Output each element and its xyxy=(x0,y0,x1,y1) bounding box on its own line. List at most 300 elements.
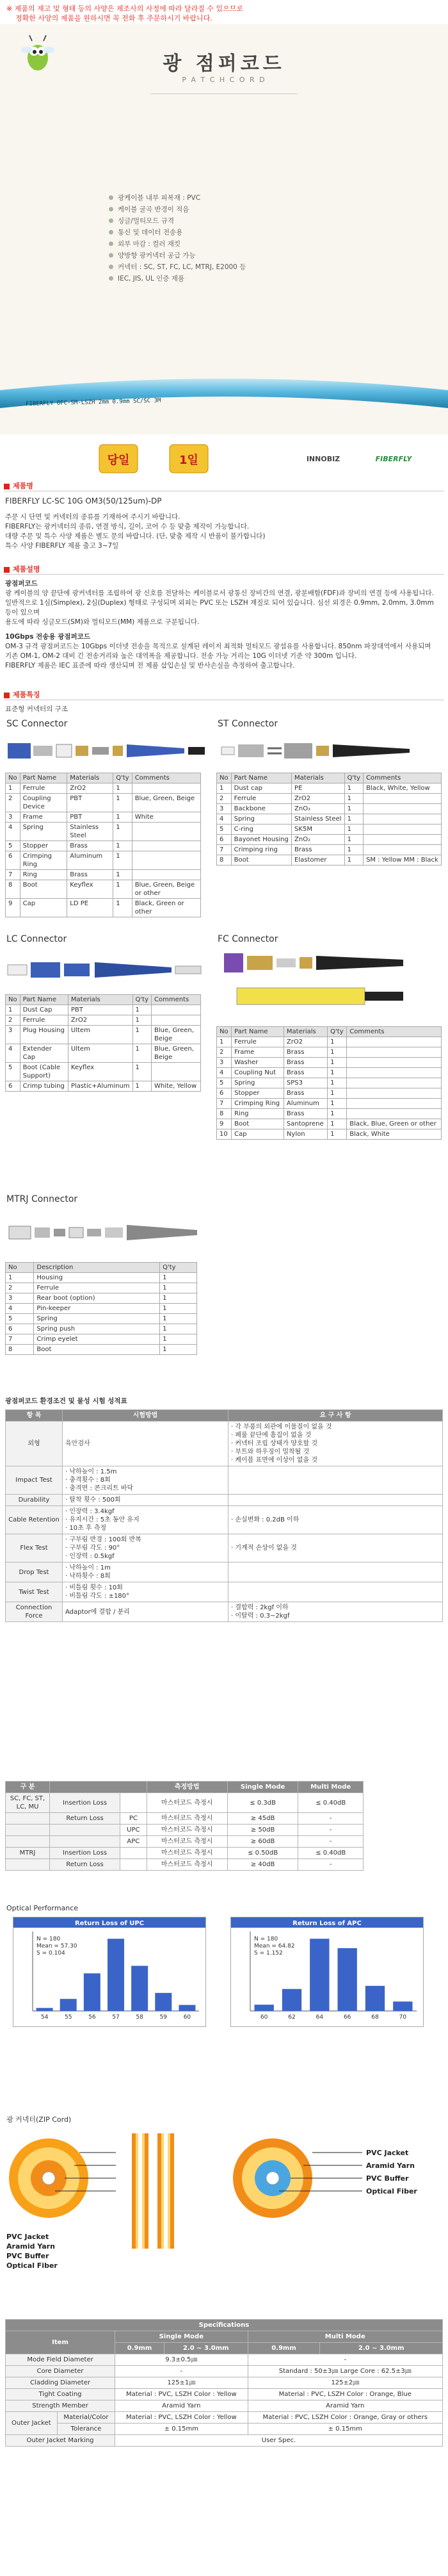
table-row xyxy=(6,1506,443,1534)
table-cell: Drop Test xyxy=(6,1563,63,1582)
table-row xyxy=(217,814,442,824)
table-cell: 1 xyxy=(344,824,364,835)
table-cell: 1 xyxy=(328,1119,347,1129)
table-cell: 125±1㎛ xyxy=(115,2377,248,2389)
table-cell: Keyflex xyxy=(67,880,113,899)
chart-title: Return Loss of APC xyxy=(292,1920,362,1927)
table-cell: Return Loss xyxy=(50,1813,120,1825)
fc-connector-diagram xyxy=(218,947,429,1024)
x-tick-label: 60 xyxy=(183,2014,191,2021)
x-tick-label: 55 xyxy=(64,2014,72,2021)
table-row xyxy=(217,1037,442,1047)
svg-text:PVC Buffer: PVC Buffer xyxy=(366,2174,409,2183)
desc-line: OM-3 규격 광점퍼코드는 10Gbps 이더넷 전송을 목적으로 설계된 레이저 최적화 멀티모드 광섬유를 사용합니다. 850nm 파장대역에서 사용되며 xyxy=(5,643,431,650)
table-cell: 1 xyxy=(344,845,364,855)
mtrj-connector-diagram xyxy=(5,1207,223,1258)
st-table-body xyxy=(217,783,442,866)
table-cell: 1 xyxy=(113,812,132,823)
table-cell: 1 xyxy=(113,823,132,841)
zip-label-aramid: Aramid Yarn xyxy=(6,2242,55,2251)
table-cell: 2 xyxy=(6,1283,34,1293)
table-cell: Brass xyxy=(67,841,113,851)
test-title: 광점퍼코드 환경조건 및 물성 시험 성적표 xyxy=(5,1397,127,1405)
table-cell: 1 xyxy=(160,1324,197,1334)
table-cell: ≤ 0.40dB xyxy=(298,1848,364,1859)
table-row xyxy=(217,1099,442,1109)
table-cell: 1 xyxy=(328,1099,347,1109)
table-row xyxy=(6,783,201,794)
table-cell: 2 xyxy=(217,1047,232,1058)
description xyxy=(5,579,440,671)
table-cell: - xyxy=(298,1859,364,1871)
chart-bar xyxy=(179,2005,195,2011)
table-cell: 1 xyxy=(328,1129,347,1140)
chart-bar xyxy=(338,1948,357,2011)
zip-title: 광 커넥터(ZIP Cord) xyxy=(6,2115,72,2124)
table-cell: Pin-keeper xyxy=(34,1304,160,1314)
table-row xyxy=(6,1044,201,1063)
table-cell: Dust Cap xyxy=(20,1005,68,1015)
table-cell: 1 xyxy=(344,835,364,845)
table-cell: Frame xyxy=(20,812,67,823)
table-cell xyxy=(364,835,442,845)
table-cell: 1 xyxy=(328,1047,347,1058)
feature-item: 통신 및 데이터 전송용 xyxy=(108,227,351,238)
table-row xyxy=(6,1813,364,1825)
composition-title: 표준형 커넥터의 구조 xyxy=(5,705,68,713)
table-cell: Durability xyxy=(6,1495,63,1506)
table-row xyxy=(6,2435,443,2447)
feature-item: 커넥터 : SC, ST, FC, LC, MTRJ, E2000 등 xyxy=(108,261,351,273)
table-cell: PBT xyxy=(67,812,113,823)
divider xyxy=(4,574,444,575)
table-cell: 외형 xyxy=(6,1422,63,1466)
chart-stat: S = 1.152 xyxy=(254,1950,283,1957)
table-row xyxy=(217,1109,442,1119)
table-cell: Mode Field Diameter xyxy=(6,2354,115,2366)
table-cell xyxy=(50,1825,120,1836)
table-cell xyxy=(120,1848,147,1859)
table-cell xyxy=(120,1859,147,1871)
table-cell: 8 xyxy=(6,880,20,899)
table-cell: 1 xyxy=(328,1088,347,1099)
table-row xyxy=(6,1793,364,1813)
same-day-text: 당일 xyxy=(107,454,130,467)
chart-title: Return Loss of UPC xyxy=(74,1920,145,1927)
table-cell: Black, White, Yellow xyxy=(364,783,442,794)
spec-title: Specifications xyxy=(6,2320,443,2331)
lc-parts-table: No Part Name Materials Q'ty Comments 1 Dust Cap PBT 1 2 Ferrule ZrO2 1 3 Plug Housing Ultem 1 Blue, Green, Beige 4 Extender Cap Ultem 1 Blue, Green, Beige 5 Boot (Cable Support) Keyflex 1 6 Crimp tubing Plastic+Aluminum 1 White, Yellow xyxy=(5,994,201,1092)
upc-chart xyxy=(13,1917,206,2027)
hero-banner xyxy=(0,24,448,434)
product-note: FIBERFLY는 광커넥터의 종류, 연결 방식, 길이, 코어 수 등 맞춤 제작이 가능합니다. xyxy=(5,523,250,530)
table-cell: Ferrule xyxy=(232,1037,284,1047)
table-cell xyxy=(347,1088,442,1099)
table-cell: Tight Coating xyxy=(6,2389,115,2400)
feature-item: 외부 마감 : 컬러 재킷 xyxy=(108,238,351,250)
table-cell xyxy=(132,851,200,870)
table-cell: Frame xyxy=(232,1047,284,1058)
table-cell: Aluminum xyxy=(67,851,113,870)
apc-chart-svg xyxy=(231,1917,423,2026)
product-note: 특수 사양 FIBERFLY 제품 출고 3~7일 xyxy=(5,542,119,550)
st-connector-diagram xyxy=(218,732,429,770)
table-cell: Bayonet Housing xyxy=(231,835,291,845)
table-cell: 마스터코드 측정시 xyxy=(147,1848,227,1859)
table-cell: 1 xyxy=(113,783,132,794)
table-cell: 마스터코드 측정시 xyxy=(147,1836,227,1848)
table-cell: 1 xyxy=(6,1273,34,1283)
table-cell: Standard : 50±3㎛ Large Core : 62.5±3㎛ xyxy=(248,2366,442,2377)
chart-stat: Mean = 64.82 xyxy=(254,1943,295,1949)
table-cell: - xyxy=(298,1813,364,1825)
table-row xyxy=(217,1068,442,1078)
cable-photo xyxy=(0,329,448,457)
x-tick-label: 60 xyxy=(260,2014,268,2021)
zip-side-view xyxy=(132,2133,174,2249)
table-cell xyxy=(6,1825,50,1836)
table-cell: Santoprene xyxy=(284,1119,327,1129)
table-cell: Nylon xyxy=(284,1129,327,1140)
product-notes xyxy=(5,513,440,551)
table-cell: Boot xyxy=(231,855,291,866)
table-cell: Flex Test xyxy=(6,1534,63,1563)
table-row xyxy=(6,2377,443,2389)
table-cell: Aramid Yarn xyxy=(248,2400,442,2412)
table-cell: Ultem xyxy=(68,1044,132,1063)
sc-table-body xyxy=(6,783,201,917)
table-cell: User Spec. xyxy=(115,2435,443,2447)
table-cell: 4 xyxy=(6,1044,20,1063)
table-cell: 1 xyxy=(160,1273,197,1283)
table-cell xyxy=(364,824,442,835)
zip-label-buffer: PVC Buffer xyxy=(6,2252,49,2260)
chart-bar xyxy=(36,2008,53,2011)
table-row xyxy=(6,1324,197,1334)
table-cell: Material : PVC, LSZH Color : Yellow xyxy=(115,2412,248,2424)
table-cell: 마스터코드 측정시 xyxy=(147,1859,227,1871)
table-cell: 1 xyxy=(113,880,132,899)
table-cell: 육안검사 xyxy=(63,1422,228,1466)
x-tick-label: 57 xyxy=(112,2014,120,2021)
feature-item: IEC, JIS, UL 인증 제품 xyxy=(108,273,351,284)
table-cell: ≤ 0.50dB xyxy=(227,1848,298,1859)
table-cell: 8 xyxy=(217,855,232,866)
table-cell: 9.3±0.5㎛ xyxy=(115,2354,248,2366)
table-row xyxy=(6,1825,364,1836)
table-cell: Black, White xyxy=(347,1129,442,1140)
table-cell xyxy=(132,841,200,851)
notice-line-2: 정확한 사양의 제품을 원하시면 꼭 전화 후 주문하시기 바랍니다. xyxy=(15,14,212,22)
table-cell: 4 xyxy=(217,1068,232,1078)
table-cell: Brass xyxy=(284,1088,327,1099)
feature-item: 싱글/멀티모드 규격 xyxy=(108,215,351,227)
table-cell: Crimp tubing xyxy=(20,1081,68,1092)
table-row xyxy=(6,1293,197,1304)
chart-stat: Mean = 57.30 xyxy=(36,1943,77,1949)
table-row xyxy=(6,2400,443,2412)
table-cell: Aluminum xyxy=(284,1099,327,1109)
table-cell: Extender Cap xyxy=(20,1044,68,1063)
table-cell: ZnO₂ xyxy=(292,835,345,845)
desc-line: FIBERFLY 제품은 IEC 표준에 따라 생산되며 전 제품 삽입손실 및 반사손실을 측정하여 출고합니다. xyxy=(5,662,295,669)
desc-line: 광점퍼코드 xyxy=(5,580,38,587)
table-cell: · 각 부품의 외관에 이물질이 없을 것 · 페룰 끝단에 흠집이 없을 것 · 커넥터 조립 상태가 양호할 것 · 부트와 하우징이 밀착될 것 · 케이블 표면에 이상이 없을 것 xyxy=(228,1422,443,1466)
table-cell: Blue, Green, Beige xyxy=(152,1026,201,1044)
feature-item: 케이블 굴곡 반경이 적음 xyxy=(108,204,351,215)
table-cell: Ferrule xyxy=(20,1015,68,1026)
table-row xyxy=(6,1314,197,1324)
table-cell: 1 xyxy=(328,1058,347,1068)
table-cell: Spring xyxy=(20,823,67,841)
mtrj-connector-title: MTRJ Connector xyxy=(6,1194,78,1204)
table-cell xyxy=(347,1099,442,1109)
chart-bar xyxy=(131,1966,148,2011)
table-cell: SPS3 xyxy=(284,1078,327,1088)
table-cell: Insertion Loss xyxy=(50,1793,120,1813)
feature-item: 양방향 광커넥터 공급 가능 xyxy=(108,250,351,261)
table-cell: C-ring xyxy=(231,824,291,835)
x-tick-label: 70 xyxy=(399,2014,407,2021)
table-cell xyxy=(120,1793,147,1813)
table-row xyxy=(6,2412,443,2424)
st-parts-table: No Part Name Materials Q'ty Comments 1 Dust cap PE 1 Black, White, Yellow 2 Ferrule ZrO2 1 3 Backbone ZnO₂ 1 4 Spring Stainless Steel 1 5 C-ring SK5M 1 6 Bayonet Housing ZnO₂ 1 7 Crimping ring Brass 1 8 Boot Elastomer 1 SM : Yellow MM : Black xyxy=(216,773,442,866)
table-cell: 7 xyxy=(6,870,20,880)
table-cell: ZnO₂ xyxy=(292,804,345,814)
table-cell: Material/Color xyxy=(57,2412,115,2424)
table-cell: Backbone xyxy=(231,804,291,814)
sc-connector-diagram xyxy=(5,732,210,770)
table-cell: Tolerance xyxy=(57,2424,115,2435)
x-tick-label: 66 xyxy=(343,2014,351,2021)
section-product-name: 제품명 xyxy=(4,480,33,491)
table-cell: 1 xyxy=(160,1314,197,1324)
table-cell: 4 xyxy=(6,1304,34,1314)
table-cell: 1 xyxy=(113,794,132,812)
table-cell: 1 xyxy=(160,1283,197,1293)
table-row xyxy=(6,2354,443,2366)
optical-title: Optical Performance xyxy=(6,1904,79,1912)
table-row xyxy=(217,1047,442,1058)
table-cell: · 낙하높이 : 1m · 낙하횟수 : 8회 xyxy=(63,1563,228,1582)
table-cell: White, Yellow xyxy=(152,1081,201,1092)
table-cell: Crimping Ring xyxy=(20,851,67,870)
table-cell: 1 xyxy=(217,1037,232,1047)
svg-text:Aramid Yarn: Aramid Yarn xyxy=(366,2162,415,2170)
table-cell: UPC xyxy=(120,1825,147,1836)
table-row xyxy=(6,1334,197,1345)
table-row xyxy=(6,794,201,812)
table-cell: Coupling Nut xyxy=(232,1068,284,1078)
table-row xyxy=(217,1058,442,1068)
table-cell xyxy=(347,1037,442,1047)
table-row xyxy=(217,855,442,866)
table-cell: 1 xyxy=(160,1304,197,1314)
table-cell: 1 xyxy=(132,1015,151,1026)
fc-parts-table: No Part Name Materials Q'ty Comments 1 Ferrule ZrO2 1 2 Frame Brass 1 3 Washer Brass 1 4 Coupling Nut Brass 1 5 Spring SPS3 1 6 Stopper Brass 1 7 Crimping Ring Aluminum 1 8 Ring Brass 1 9 Boot Santoprene 1 Black, Blue, Green or other 10 Cap Nylon 1 Black, White xyxy=(216,1026,442,1140)
table-cell: 6 xyxy=(6,1081,20,1092)
table-cell xyxy=(228,1563,443,1582)
table-cell: - xyxy=(298,1825,364,1836)
table-row xyxy=(6,1081,201,1092)
table-cell xyxy=(228,1582,443,1602)
svg-text:PVC Jacket: PVC Jacket xyxy=(366,2149,409,2157)
table-cell: Ferrule xyxy=(20,783,67,794)
table-row xyxy=(6,1563,443,1582)
table-cell: Core Diameter xyxy=(6,2366,115,2377)
table-cell: · 기계적 손상이 없을 것 xyxy=(228,1534,443,1563)
table-cell: Keyflex xyxy=(68,1063,132,1081)
table-cell: Dust cap xyxy=(231,783,291,794)
x-tick-label: 59 xyxy=(159,2014,168,2021)
table-cell: Elastomer xyxy=(292,855,345,866)
table-cell: Brass xyxy=(284,1058,327,1068)
table-cell xyxy=(228,1495,443,1506)
table-cell: 1 xyxy=(328,1068,347,1078)
table-row xyxy=(6,1582,443,1602)
table-cell: Material : PVC, LSZH Color : Orange, Gray or others xyxy=(248,2412,442,2424)
table-cell: ZrO2 xyxy=(68,1015,132,1026)
mtrj-parts-table: No Description Q'ty 1 Housing 1 2 Ferrule 1 3 Rear boot (option) 1 4 Pin-keeper 1 5 Spring 1 6 Spring push 1 7 Crimp eyelet 1 8 Boot 1 xyxy=(5,1262,197,1355)
table-cell: 5 xyxy=(217,824,232,835)
x-tick-label: 56 xyxy=(88,2014,96,2021)
chart-stat: N = 180 xyxy=(254,1936,278,1942)
table-cell: 1 xyxy=(160,1345,197,1355)
lc-connector-title: LC Connector xyxy=(6,934,67,944)
table-cell: 1 xyxy=(160,1293,197,1304)
table-cell: Cladding Diameter xyxy=(6,2377,115,2389)
table-cell: Brass xyxy=(292,845,345,855)
table-row xyxy=(217,845,442,855)
table-row xyxy=(6,1005,201,1015)
table-cell: 6 xyxy=(217,835,232,845)
table-cell: 6 xyxy=(217,1088,232,1099)
innobiz-logo: INNOBIZ xyxy=(306,454,340,463)
test-table-body xyxy=(6,1422,443,1622)
table-row xyxy=(6,870,201,880)
table-cell: 7 xyxy=(217,1099,232,1109)
svg-text:Optical Fiber: Optical Fiber xyxy=(366,2187,417,2195)
table-cell xyxy=(132,870,200,880)
x-tick-label: 64 xyxy=(316,2014,324,2021)
one-day-text: 1일 xyxy=(179,454,198,467)
desc-line: 10Gbps 전송용 광점퍼코드 xyxy=(5,633,90,641)
table-cell: 3 xyxy=(217,1058,232,1068)
table-cell xyxy=(347,1047,442,1058)
desc-line: 기존 OM-1, OM-2 대비 긴 전송거리와 높은 대역폭을 제공합니다. 전송 가능 거리는 10G 이더넷 기준 약 300m 입니다. xyxy=(5,652,357,660)
table-cell: Stopper xyxy=(20,841,67,851)
table-cell: Crimping Ring xyxy=(232,1099,284,1109)
table-cell: 1 xyxy=(113,841,132,851)
zip-cord-diagram xyxy=(4,2127,445,2287)
table-cell: 3 xyxy=(217,804,232,814)
table-row xyxy=(217,1078,442,1088)
table-cell: 6 xyxy=(6,1324,34,1334)
loss-table: 구 분 측정방법 Single Mode Multi Mode SC, FC, ST, LC, MU Insertion Loss 마스터코드 측정시 ≤ 0.3dB ≤ 0.40dB Return Loss PC 마스터코드 측정시 ≥ 45dB - UPC 마스터코드 측정시 ≥ 50dB - APC 마스터코드 측정시 ≥ 60dB - MTRJ Insertion Loss 마스터코드 측정시 ≤ 0.50dB ≤ 0.40dB Return Loss 마스터코드 측정시 ≥ 40dB - xyxy=(5,1781,364,1871)
table-row xyxy=(217,1129,442,1140)
table-cell: 1 xyxy=(132,1044,151,1063)
fc-table-body xyxy=(217,1037,442,1140)
table-cell xyxy=(364,804,442,814)
x-tick-label: 54 xyxy=(40,2014,49,2021)
table-cell: Spring xyxy=(232,1078,284,1088)
table-cell: Stainless Steel xyxy=(292,814,345,824)
table-row xyxy=(6,1283,197,1293)
table-cell xyxy=(364,845,442,855)
x-tick-label: 62 xyxy=(288,2014,296,2021)
table-cell: ZrO2 xyxy=(67,783,113,794)
zip-label-jacket: PVC Jacket xyxy=(6,2233,49,2241)
table-cell: · 인장력 : 3.4kgf · 유지시간 : 5초 동안 유지 · 10초 후 측정 xyxy=(63,1506,228,1534)
table-cell: Return Loss xyxy=(50,1859,120,1871)
table-cell: Boot xyxy=(34,1345,160,1355)
table-cell: 1 xyxy=(132,1081,151,1092)
chart-bar xyxy=(155,1993,172,2011)
section-product-composition: 제품특징 xyxy=(4,689,40,700)
table-cell: 마스터코드 측정시 xyxy=(147,1825,227,1836)
table-cell: SM : Yellow MM : Black xyxy=(364,855,442,866)
table-cell: ≤ 0.40dB xyxy=(298,1793,364,1813)
table-row xyxy=(6,880,201,899)
table-cell: ≥ 50dB xyxy=(227,1825,298,1836)
table-cell: 1 xyxy=(344,814,364,824)
feature-item: 광케이블 내부 피복재 : PVC xyxy=(108,192,351,204)
table-cell: Boot xyxy=(232,1119,284,1129)
chart-stat: S = 0.104 xyxy=(36,1950,65,1957)
table-cell xyxy=(132,823,200,841)
table-cell: 8 xyxy=(6,1345,34,1355)
table-row xyxy=(217,794,442,804)
upc-chart-svg xyxy=(13,1917,205,2026)
chart-bar xyxy=(60,1999,77,2011)
table-row xyxy=(6,1015,201,1026)
table-row xyxy=(6,1063,201,1081)
page-subtitle: P A T C H C O R D xyxy=(182,76,266,84)
table-cell: PE xyxy=(292,783,345,794)
table-cell: 1 xyxy=(6,1005,20,1015)
table-cell xyxy=(6,1859,50,1871)
table-cell: Plug Housing xyxy=(20,1026,68,1044)
table-cell: 3 xyxy=(6,1026,20,1044)
table-row xyxy=(6,899,201,917)
mascot-icon xyxy=(18,33,58,73)
chart-bar xyxy=(393,2001,412,2011)
table-cell: Boot xyxy=(20,880,67,899)
table-row xyxy=(6,1422,443,1466)
table-cell xyxy=(50,1836,120,1848)
table-cell: 1 xyxy=(160,1334,197,1345)
desc-line xyxy=(5,627,440,632)
apc-chart xyxy=(230,1917,424,2027)
table-cell: Brass xyxy=(284,1109,327,1119)
table-row xyxy=(217,824,442,835)
table-cell: · 손실변화 : 0.2dB 이하 xyxy=(228,1506,443,1534)
product-name: FIBERFLY LC-SC 10G OM3(50/125um)-DP xyxy=(5,496,162,505)
desc-line: 광 케이블의 양 끝단에 광커넥터를 조립하여 광 신호를 전달하는 케이블로서 광통신 장비간의 연결, 광분배함(FDF)과 장비의 연결 등에 사용됩니다. xyxy=(5,589,434,597)
table-row xyxy=(217,1119,442,1129)
feature-list xyxy=(108,192,351,284)
table-cell: · 구부림 반경 : 100회 반복 · 구부림 각도 : 90° · 인장력 : 0.5kgf xyxy=(63,1534,228,1563)
table-cell: 1 xyxy=(6,783,20,794)
table-cell: Brass xyxy=(284,1068,327,1078)
table-cell: 3 xyxy=(6,812,20,823)
table-cell: Coupling Device xyxy=(20,794,67,812)
table-cell: Washer xyxy=(232,1058,284,1068)
table-cell xyxy=(6,1836,50,1848)
table-cell: Impact Test xyxy=(6,1466,63,1495)
chart-stat: N = 180 xyxy=(36,1936,61,1942)
table-cell: - xyxy=(298,1836,364,1848)
